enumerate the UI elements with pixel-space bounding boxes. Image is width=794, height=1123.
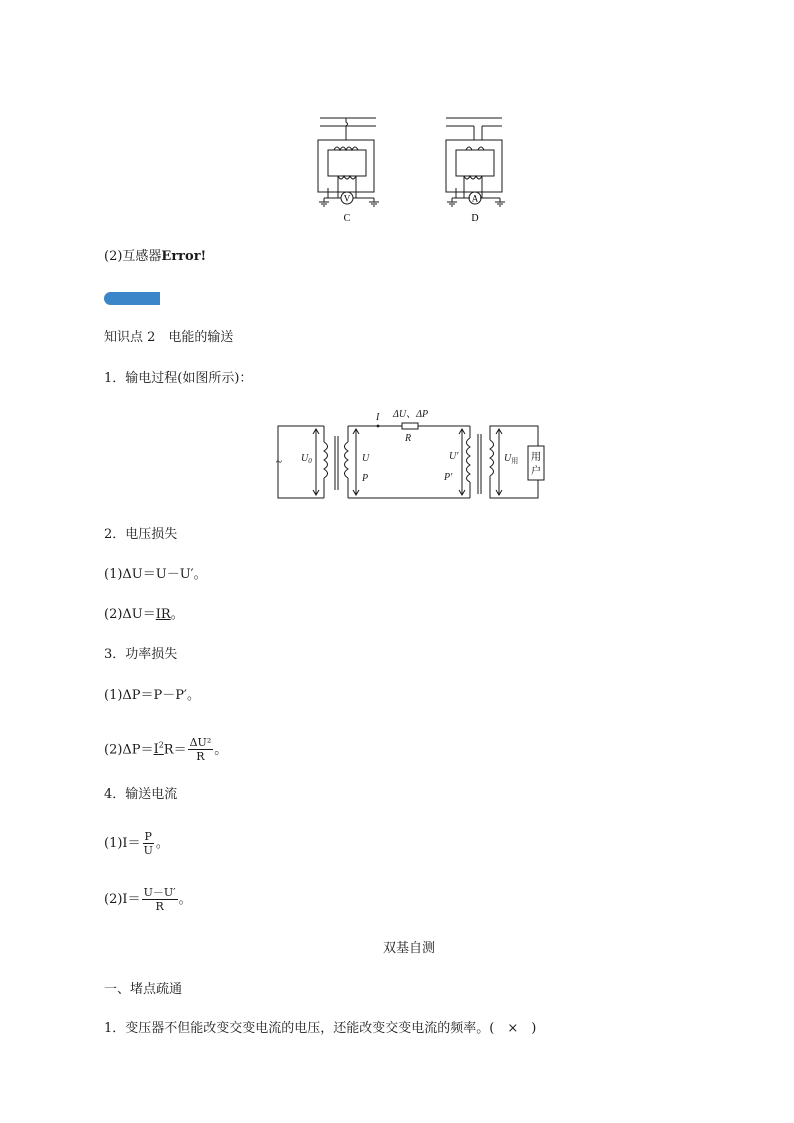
fraction: [142, 886, 178, 913]
formula-text: 。: [178, 892, 192, 907]
item-transmission-process: 1．输电过程(如图所示)：: [104, 371, 253, 386]
denominator: R: [196, 750, 205, 764]
circuit-p-prime-label: P′: [444, 472, 453, 483]
text-mutual-inductor: (2)互感器: [104, 249, 162, 264]
formula-voltage-loss-1: (1)ΔU＝U－U′。: [104, 567, 207, 582]
circuit-resistor-label: R: [405, 433, 412, 444]
circuit-u-prime-label: U′: [449, 451, 459, 462]
item-voltage-loss: 2．电压损失: [104, 527, 178, 542]
formula-text: (2)I＝: [104, 892, 141, 907]
formula-power-loss-1: (1)ΔP＝P－P′。: [104, 688, 200, 703]
circuit-loss-label: ΔU、ΔP: [393, 409, 429, 420]
circuit-current-label: I: [376, 412, 380, 423]
user-label-bottom: 户: [531, 466, 541, 477]
ac-source-symbol: ~: [276, 456, 282, 468]
section-badge: [104, 292, 160, 305]
caption-c: C: [343, 213, 351, 224]
item-transmission-current: 4．输送电流: [104, 787, 178, 802]
formula-current-2: [104, 880, 192, 920]
voltmeter-label: V: [343, 193, 351, 204]
formula-text: ＝: [173, 742, 187, 758]
numerator: U－U′: [143, 886, 176, 899]
formula-text: 。: [170, 607, 184, 622]
user-label-top: 用: [531, 452, 541, 463]
circuit-u0-label: $U_0$: [301, 453, 312, 465]
formula-current-1: [104, 824, 169, 864]
circuit-u-label: U: [362, 453, 370, 464]
ammeter-label: A: [471, 193, 479, 204]
fraction: [188, 736, 214, 763]
item-power-loss: 3．功率损失: [104, 647, 178, 662]
formula-text: (2)ΔP＝: [104, 742, 154, 758]
caption-d: D: [471, 213, 479, 224]
formula-text: (1)I＝: [104, 836, 141, 851]
numerator: ΔU²: [189, 736, 212, 750]
formula-text: R: [163, 742, 174, 758]
formula-voltage-loss-2: [104, 606, 184, 624]
formula-superscript: 2: [158, 741, 164, 750]
formula-text: 。: [214, 742, 228, 758]
underlined-answer: IR: [155, 607, 171, 622]
underlined-answer: [154, 742, 164, 757]
numerator: P: [144, 830, 152, 843]
denominator: U: [143, 844, 153, 857]
knowledge-point-2: 知识点 2 电能的输送: [104, 330, 234, 345]
formula-power-loss-2: [104, 726, 227, 770]
question-1: 1．变压器不但能改变交变电流的电压，还能改变交变电流的频率。( × ): [104, 1021, 537, 1036]
line-mutual-inductor: [104, 248, 206, 266]
error-reference: Error!: [161, 249, 207, 264]
formula-text: 。: [155, 836, 169, 851]
formula-text: I: [153, 742, 159, 758]
section-title: 双基自测: [382, 941, 435, 956]
subsection-heading: 一、堵点疏通: [104, 982, 183, 997]
formula-text: (2)ΔU＝: [104, 607, 156, 622]
circuit-p-label: P: [362, 473, 369, 484]
figure-transformers-cd: [300, 112, 520, 227]
circuit-u-user-label: $U_用$: [504, 453, 519, 465]
denominator: R: [155, 900, 164, 913]
fraction: [142, 830, 155, 857]
figure-transmission-circuit: [272, 404, 552, 504]
